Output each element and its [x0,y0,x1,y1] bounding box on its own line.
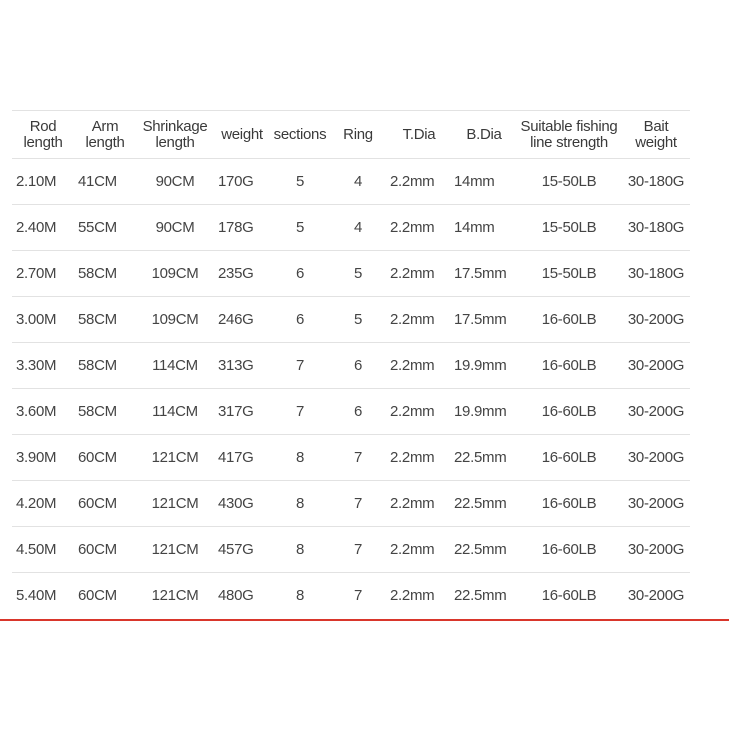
bait-weight-cell: 30-200G [622,435,690,481]
t-dia-cell: 2.2mm [386,389,452,435]
shrinkage-length-cell: 121CM [136,481,214,527]
table-row [12,481,690,527]
header-arm-length-line: length [85,133,125,151]
t-dia-cell: 2.2mm [386,205,452,251]
line-strength-cell: 15-50LB [516,205,622,251]
b-dia-cell: 22.5mm [452,435,516,481]
sections-cell: 6 [270,297,330,343]
b-dia-cell: 22.5mm [452,527,516,573]
weight-cell: 317G [214,389,270,435]
weight-cell: 430G [214,481,270,527]
weight-cell: 457G [214,527,270,573]
table-row [12,435,690,481]
b-dia-cell: 22.5mm [454,587,507,604]
header-rod-length-line: Rod [29,117,57,135]
weight-cell: 170G [214,159,270,205]
bait-weight-cell: 30-180G [622,205,690,251]
header-row [12,111,690,159]
t-dia-cell: 2.2mm [386,435,452,481]
table-row [12,205,690,251]
b-dia-cell: 14mm [452,159,516,205]
weight-cell: 178G [214,205,270,251]
rod-length-cell: 3.90M [12,435,74,481]
shrinkage-length-cell: 109CM [136,251,214,297]
ring-cell: 6 [330,389,386,435]
header-bait-weight [622,111,690,159]
ring-cell: 5 [330,251,386,297]
line-strength-cell: 16-60LB [541,587,597,604]
sections-cell: 5 [270,205,330,251]
line-strength-cell: 16-60LB [516,343,622,389]
table-row [12,527,690,573]
b-dia-cell: 19.9mm [452,343,516,389]
table-body [12,159,690,619]
b-dia-cell: 17.5mm [452,251,516,297]
sections-cell: 8 [295,587,305,604]
header-weight [214,111,270,159]
table-row [12,159,690,205]
line-strength-cell: 16-60LB [516,527,622,573]
table-row [12,343,690,389]
arm-length-cell: 60CM [74,527,136,573]
header-line-strength [516,111,622,159]
line-strength-cell: 16-60LB [516,481,622,527]
bait-weight-cell: 30-200G [622,297,690,343]
bait-weight-cell: 30-200G [622,527,690,573]
bait-weight-cell: 30-200G [627,587,685,604]
bait-weight-cell: 30-180G [622,251,690,297]
bait-weight-cell: 30-200G [622,343,690,389]
rod-length-cell: 3.00M [12,297,74,343]
header-ring [330,111,386,159]
sections-cell: 7 [270,343,330,389]
rod-length-cell: 4.50M [12,527,74,573]
rod-spec-table [12,110,690,618]
b-dia-cell: 22.5mm [452,481,516,527]
ring-cell: 4 [330,205,386,251]
shrinkage-length-cell: 121CM [136,527,214,573]
rod-length-cell: 3.30M [12,343,74,389]
line-strength-cell: 16-60LB [516,435,622,481]
header-arm-length-line: Arm [91,117,119,135]
t-dia-cell: 2.2mm [386,251,452,297]
sections-cell: 8 [270,435,330,481]
arm-length-cell: 58CM [74,297,136,343]
arm-length-cell: 60CM [78,587,117,604]
ring-cell: 7 [330,481,386,527]
rod-length-cell: 5.40M [16,587,57,604]
weight-cell: 246G [214,297,270,343]
sections-cell: 7 [270,389,330,435]
header-rod-length-line: length [23,133,63,151]
arm-length-cell: 41CM [74,159,136,205]
shrinkage-length-cell: 114CM [136,389,214,435]
header-line-strength-line: Suitable fishing [520,117,618,135]
table-row [12,573,690,619]
ring-cell: 4 [330,159,386,205]
rod-length-cell: 4.20M [12,481,74,527]
header-t-dia [386,111,452,159]
header-shrinkage-length-line: length [155,133,195,151]
rod-length-cell: 2.10M [12,159,74,205]
ring-cell: 6 [330,343,386,389]
sections-cell: 8 [270,527,330,573]
header-t-dia-line: T.Dia [402,125,436,143]
bait-weight-cell: 30-200G [622,389,690,435]
ring-cell: 5 [330,297,386,343]
sections-cell: 6 [270,251,330,297]
header-bait-weight-line: weight [635,133,677,151]
table-row [12,389,690,435]
ring-cell: 7 [330,527,386,573]
arm-length-cell: 58CM [74,389,136,435]
arm-length-cell: 60CM [74,435,136,481]
table-row [12,297,690,343]
line-strength-cell: 15-50LB [516,251,622,297]
shrinkage-length-cell: 121CM [136,435,214,481]
header-rod-length [12,111,74,159]
red-divider-line [0,619,729,621]
t-dia-cell: 2.2mm [390,587,435,604]
t-dia-cell: 2.2mm [386,527,452,573]
t-dia-cell: 2.2mm [386,343,452,389]
header-ring-line: Ring [343,125,373,143]
line-strength-cell: 16-60LB [516,389,622,435]
header-line-strength-line: line strength [530,133,608,151]
shrinkage-length-cell: 121CM [151,587,199,604]
b-dia-cell: 14mm [452,205,516,251]
arm-length-cell: 58CM [74,251,136,297]
weight-cell: 313G [214,343,270,389]
weight-cell: 235G [214,251,270,297]
t-dia-cell: 2.2mm [386,297,452,343]
shrinkage-length-cell: 90CM [136,159,214,205]
arm-length-cell: 58CM [74,343,136,389]
weight-cell: 417G [214,435,270,481]
ring-cell: 7 [353,587,363,604]
header-arm-length [74,111,136,159]
header-sections-line: sections [273,125,327,143]
arm-length-cell: 60CM [74,481,136,527]
arm-length-cell: 55CM [74,205,136,251]
bait-weight-cell: 30-180G [622,159,690,205]
shrinkage-length-cell: 114CM [136,343,214,389]
ring-cell: 7 [330,435,386,481]
shrinkage-length-cell: 90CM [136,205,214,251]
header-bait-weight-line: Bait [643,117,669,135]
header-b-dia [452,111,516,159]
b-dia-cell: 19.9mm [452,389,516,435]
weight-cell: 480G [218,587,254,604]
header-shrinkage-length [136,111,214,159]
b-dia-cell: 17.5mm [452,297,516,343]
line-strength-cell: 16-60LB [516,297,622,343]
table-row [12,251,690,297]
rod-length-cell: 2.40M [12,205,74,251]
t-dia-cell: 2.2mm [386,481,452,527]
t-dia-cell: 2.2mm [386,159,452,205]
shrinkage-length-cell: 109CM [136,297,214,343]
header-b-dia-line: B.Dia [466,125,502,143]
sections-cell: 5 [270,159,330,205]
bait-weight-cell: 30-200G [622,481,690,527]
rod-length-cell: 3.60M [12,389,74,435]
header-shrinkage-length-line: Shrinkage [142,117,208,135]
header-weight-line: weight [221,125,263,143]
line-strength-cell: 15-50LB [516,159,622,205]
sections-cell: 8 [270,481,330,527]
rod-length-cell: 2.70M [12,251,74,297]
header-sections [270,111,330,159]
